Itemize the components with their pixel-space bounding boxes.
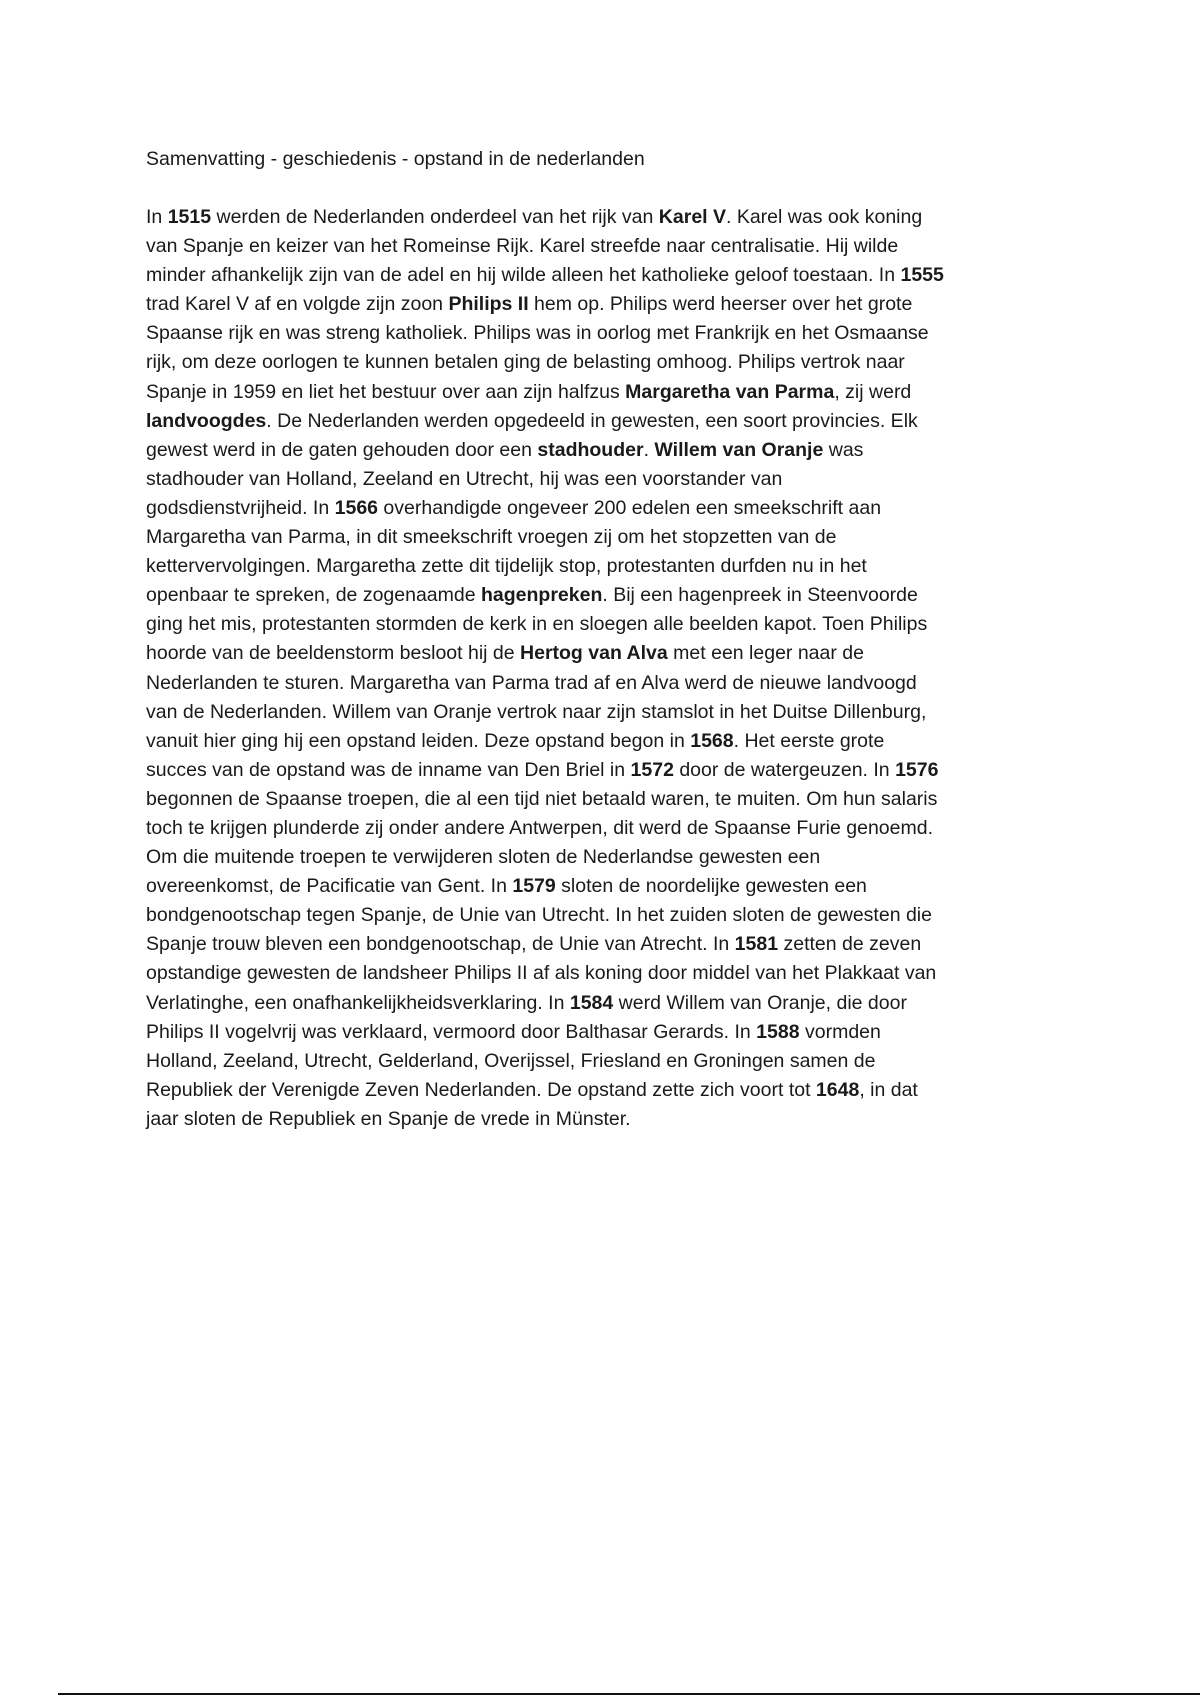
text-run: stadhouder van Holland, Zeeland en Utrecht, hij was een voorstander van	[146, 467, 783, 490]
bold-term: hagenpreken	[481, 584, 603, 607]
document-title: Samenvatting - geschiedenis - opstand in de nederlanden	[146, 148, 645, 170]
summary-paragraph	[146, 203, 1066, 1134]
text-run: sloten de noordelijke gewesten een	[555, 875, 867, 898]
text-run: vormden	[799, 1020, 881, 1043]
text-run: Holland, Zeeland, Utrecht, Gelderland, Overijssel, Friesland en Groningen samen de	[146, 1049, 876, 1072]
bold-term: 1584	[569, 991, 614, 1014]
paragraph-line	[146, 872, 1066, 901]
paragraph-line	[146, 814, 1066, 843]
bold-term: 1515	[167, 206, 212, 228]
bold-term: 1566	[334, 496, 379, 519]
text-run: Nederlanden te sturen. Margaretha van Parma trad af en Alva werd de nieuwe landvoogd	[146, 671, 917, 694]
paragraph-line	[146, 436, 1066, 465]
text-run: van Spanje en keizer van het Romeinse Rijk. Karel streefde naar centralisatie. Hij wilde	[146, 235, 899, 258]
text-run: openbaar te spreken, de zogenaamde	[146, 584, 481, 607]
bold-term: Hertog van Alva	[520, 642, 668, 665]
paragraph-line	[146, 1105, 1066, 1134]
text-run: Republiek der Verenigde Zeven Nederlanden. De opstand zette zich voort tot	[146, 1078, 816, 1101]
paragraph-line	[146, 261, 1066, 290]
text-run: kettervervolgingen. Margaretha zette dit tijdelijk stop, protestanten durfden nu in het	[146, 555, 867, 578]
page-bottom-divider	[58, 1693, 1200, 1695]
paragraph-line	[146, 1018, 1066, 1047]
paragraph-line	[146, 232, 1066, 261]
paragraph-line	[146, 378, 1066, 407]
text-run: .	[643, 438, 655, 461]
text-run: hoorde van de beeldenstorm besloot hij de	[146, 642, 521, 665]
paragraph-line	[146, 785, 1066, 814]
paragraph-line	[146, 552, 1066, 581]
text-run: jaar sloten de Republiek en Spanje de vrede in Münster.	[146, 1107, 631, 1130]
paragraph-line	[146, 989, 1066, 1018]
text-run: Verlatinghe, een onafhankelijkheidsverklaring. In	[146, 991, 570, 1014]
paragraph-line	[146, 203, 1066, 232]
text-run: overhandigde ongeveer 200 edelen een smeekschrift aan	[378, 496, 882, 519]
bold-term: stadhouder	[537, 438, 644, 461]
bold-term: Philips II	[448, 293, 529, 316]
text-run: rijk, om deze oorlogen te kunnen betalen ging de belasting omhoog. Philips vertrok naar	[146, 351, 905, 374]
paragraph-line	[146, 756, 1066, 785]
paragraph-line	[146, 843, 1066, 872]
text-run: minder afhankelijk zijn van de adel en hij wilde alleen het katholieke geloof toestaan. In	[146, 264, 901, 287]
bold-term: Karel V	[658, 206, 726, 228]
text-run: Philips II vogelvrij was verklaard, vermoord door Balthasar Gerards. In	[146, 1020, 757, 1043]
text-run: zetten de zeven	[778, 933, 922, 956]
bold-term: 1572	[630, 758, 674, 781]
paragraph-line	[146, 669, 1066, 698]
text-run: met een leger naar de	[667, 642, 864, 665]
bold-term: landvoogdes	[146, 409, 267, 432]
paragraph-line	[146, 348, 1066, 377]
paragraph-line	[146, 319, 1066, 348]
paragraph-line	[146, 290, 1066, 319]
bold-term: Willem van Oranje	[654, 438, 824, 461]
bold-term: 1588	[756, 1020, 800, 1043]
paragraph-line	[146, 959, 1066, 988]
text-run: trad Karel V af en volgde zijn zoon	[146, 293, 449, 316]
bold-term: 1576	[895, 758, 939, 781]
text-run: succes van de opstand was de inname van Den Briel in	[146, 758, 631, 781]
paragraph-line	[146, 494, 1066, 523]
text-run: In	[146, 206, 168, 228]
text-run: door de watergeuzen. In	[673, 758, 896, 781]
text-run: opstandige gewesten de landsheer Philips II af als koning door middel van het Plakkaat van	[146, 962, 937, 985]
paragraph-line	[146, 465, 1066, 494]
text-run: begonnen de Spaanse troepen, die al een tijd niet betaald waren, te muiten. Om hun salaris	[146, 787, 938, 810]
text-run: , in dat	[859, 1078, 918, 1101]
paragraph-line	[146, 407, 1066, 436]
bold-term: 1568	[690, 729, 734, 752]
text-run: Spaanse rijk en was streng katholiek. Philips was in oorlog met Frankrijk en het Osmaanse	[146, 322, 929, 345]
bold-term: Margaretha van Parma	[625, 380, 835, 403]
paragraph-line	[146, 1047, 1066, 1076]
paragraph-line	[146, 930, 1066, 959]
paragraph-line	[146, 1076, 1066, 1105]
text-run: Margaretha van Parma, in dit smeekschrift vroegen zij om het stopzetten van de	[146, 526, 837, 549]
text-run: Spanje in 1959 en liet het bestuur over aan zijn halfzus	[146, 380, 626, 403]
text-run: hem op. Philips werd heerser over het grote	[528, 293, 913, 316]
text-run: overeenkomst, de Pacificatie van Gent. In	[146, 875, 513, 898]
bold-term: 1648	[815, 1078, 860, 1101]
text-run: . De Nederlanden werden opgedeeld in gewesten, een soort provincies. Elk	[266, 409, 918, 432]
paragraph-line	[146, 698, 1066, 727]
paragraph-line	[146, 581, 1066, 610]
text-run: was	[823, 438, 864, 461]
text-run: , zij werd	[834, 380, 912, 403]
text-run: van de Nederlanden. Willem van Oranje vertrok naar zijn stamslot in het Duitse Dillenburg,	[146, 700, 927, 723]
text-run: Spanje trouw bleven een bondgenootschap, de Unie van Atrecht. In	[146, 933, 735, 956]
text-run: . Het eerste grote	[733, 729, 885, 752]
text-run: vanuit hier ging hij een opstand leiden. Deze opstand begon in	[146, 729, 691, 752]
paragraph-line	[146, 901, 1066, 930]
text-run: . Bij een hagenpreek in Steenvoorde	[602, 584, 918, 607]
text-run: godsdienstvrijheid. In	[146, 496, 335, 519]
text-run: Om die muitende troepen te verwijderen sloten de Nederlandse gewesten een	[146, 846, 821, 869]
paragraph-line	[146, 639, 1066, 668]
text-run: . Karel was ook koning	[726, 206, 923, 228]
paragraph-line	[146, 523, 1066, 552]
bold-term: 1555	[900, 264, 944, 287]
text-run: toch te krijgen plunderde zij onder andere Antwerpen, dit werd de Spaanse Furie genoemd.	[146, 816, 933, 839]
text-run: gewest werd in de gaten gehouden door een	[146, 438, 538, 461]
text-run: bondgenootschap tegen Spanje, de Unie van Utrecht. In het zuiden sloten de gewesten die	[146, 904, 932, 927]
bold-term: 1579	[512, 875, 556, 898]
text-run: ging het mis, protestanten stormden de kerk in en sloegen alle beelden kapot. Toen Philips	[146, 613, 928, 636]
text-run: werden de Nederlanden onderdeel van het rijk van	[211, 206, 659, 228]
text-run: werd Willem van Oranje, die door	[613, 991, 907, 1014]
paragraph-line	[146, 727, 1066, 756]
bold-term: 1581	[734, 933, 779, 956]
paragraph-line	[146, 610, 1066, 639]
